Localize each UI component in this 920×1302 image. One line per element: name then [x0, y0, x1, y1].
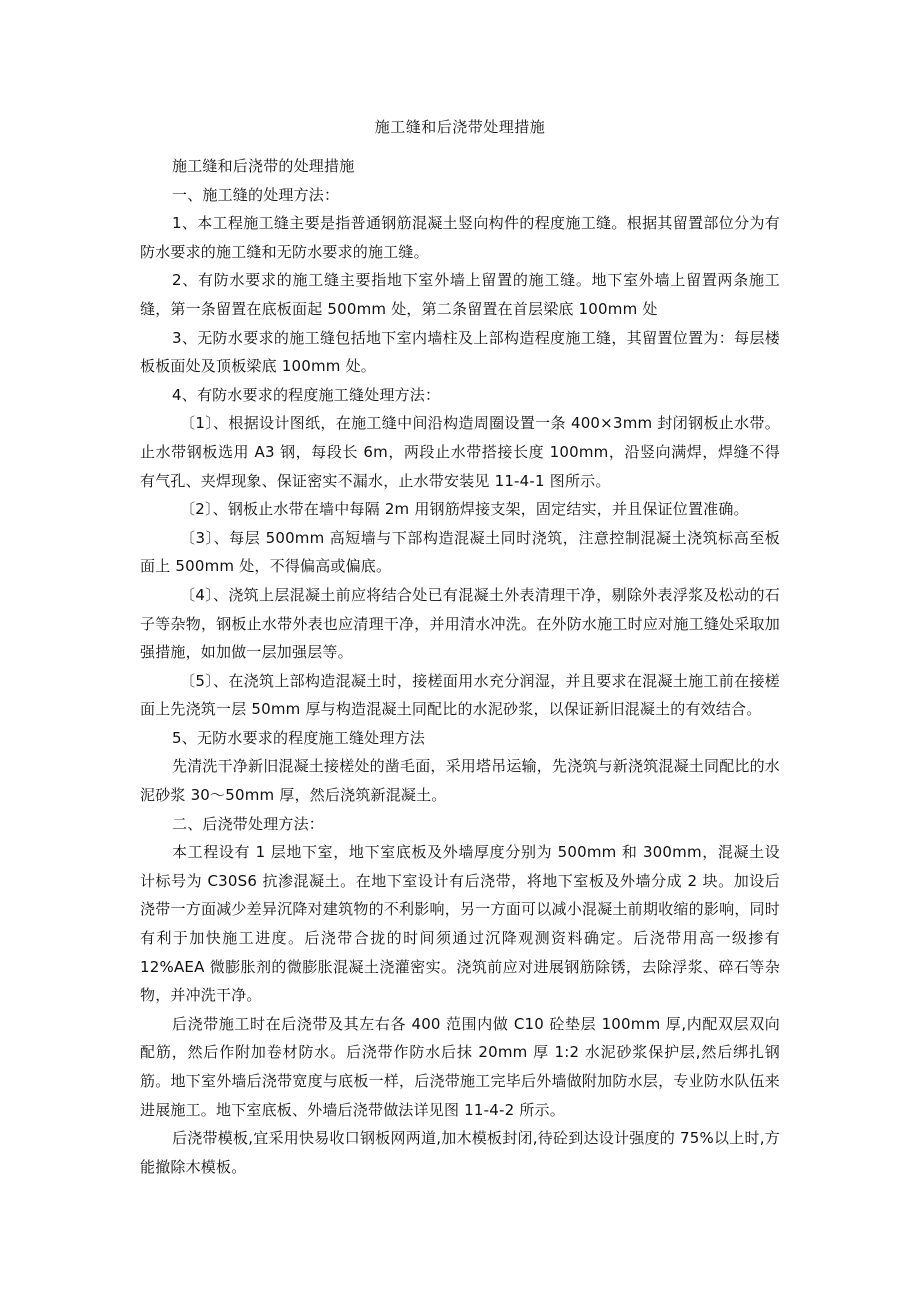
- paragraph-subitem-1: 〔1〕、根据设计图纸，在施工缝中间沿构造周圈设置一条 400×3mm 封闭钢板止水带。止水带钢板选用 A3 钢，每段长 6m，两段止水带搭接长度 100mm，沿竖向满焊，焊缝不得有气孔、夹焊现象、保证密实不漏水，止水带安装见 11-4-1 图所示。: [140, 414, 780, 490]
- paragraph-post-pour-3: 后浇带模板,宜采用快易收口钢板网两道,加木模板封闭,待砼到达设计强度的 75%以上时,方能撤除木模板。: [140, 1129, 780, 1176]
- paragraph-subitem-4: 〔4〕、浇筑上层混凝土前应将结合处已有混凝土外表清理干净，剔除外表浮浆及松动的石子等杂物，钢板止水带外表也应清理干净，并用清水冲洗。在外防水施工时应对施工缝处采取加强措施，如加做一层加强层等。: [140, 585, 780, 662]
- section-heading-post-pour-strip: 二、后浇带处理方法：: [172, 814, 325, 833]
- paragraph-item-5: 5、无防水要求的程度施工缝处理方法: [172, 728, 425, 747]
- document-title: 施工缝和后浇带处理措施: [374, 118, 546, 136]
- paragraph-post-pour-2: 后浇带施工时在后浇带及其左右各 400 范围内做 C10 砼垫层 100mm 厚,内配双层双向配筋，然后作附加卷材防水。后浇带作防水后抹 20mm 厚 1:2 水泥砂浆保护层,然后绑扎钢筋。地下室外墙后浇带宽度与底板一样，后浇带施工完毕后外墙做附加防水层，专业防水队伍来进展施工。地下室底板、外墙后浇带做法详见图 11-4-2 所示。: [140, 1014, 780, 1119]
- paragraph-item-4: 4、有防水要求的程度施工缝处理方法：: [172, 385, 441, 404]
- paragraph-post-pour-1: 本工程设有 1 层地下室，地下室底板及外墙厚度分别为 500mm 和 300mm，混凝土设计标号为 C30S6 抗渗混凝土。在地下室设计有后浇带，将地下室板及外墙分成 2 块。加设后浇带一方面减少差异沉降对建筑物的不利影响，另一方面可以减小混凝土前期收缩的影响，同时有利于加快施工进度。后浇带合拢的时间须通过沉降观测资料确定。后浇带用高一级掺有 12%AEA 微膨胀剂的微膨胀混凝土浇灌密实。浇筑前应对进展钢筋除锈，去除浮浆、碎石等杂物，并冲洗干净。: [140, 843, 780, 1005]
- document-body: [140, 152, 780, 1181]
- paragraph-subitem-2: 〔2〕、钢板止水带在墙中每隔 2m 用钢筋焊接支架，固定结实，并且保证位置准确。: [180, 500, 749, 519]
- paragraph-subitem-3: 〔3〕、每层 500mm 高短墙与下部构造混凝土同时浇筑，注意控制混凝土浇筑标高至板面上 500mm 处，不得偏高或偏底。: [140, 528, 780, 576]
- paragraph-item-1: 1、本工程施工缝主要是指普通钢筋混凝土竖向构件的程度施工缝。根据其留置部位分为有防水要求的施工缝和无防水要求的施工缝。: [140, 214, 780, 261]
- paragraph-item-5-body: 先清洗干净新旧混凝土接槎处的凿毛面，采用塔吊运输，先浇筑与新浇筑混凝土同配比的水泥砂浆 30～50mm 厚，然后浇筑新混凝土。: [140, 757, 781, 805]
- paragraph-item-3: 3、无防水要求的施工缝包括地下室内墙柱及上部构造程度施工缝，其留置位置为：每层楼板板面处及顶板梁底 100mm 处。: [140, 328, 780, 376]
- paragraph-subitem-5: 〔5〕、在浇筑上部构造混凝土时，接槎面用水充分润湿，并且要求在混凝土施工前在接槎面上先浇筑一层 50mm 厚与构造混凝土同配比的水泥砂浆，以保证新旧混凝土的有效结合。: [140, 671, 780, 719]
- paragraph-heading: 施工缝和后浇带的处理措施: [172, 157, 355, 175]
- section-heading-construction-joint: 一、施工缝的处理方法：: [172, 185, 340, 204]
- paragraph-item-2: 2、有防水要求的施工缝主要指地下室外墙上留置的施工缝。地下室外墙上留置两条施工缝，第一条留置在底板面起 500mm 处，第二条留置在首层梁底 100mm 处: [140, 271, 780, 318]
